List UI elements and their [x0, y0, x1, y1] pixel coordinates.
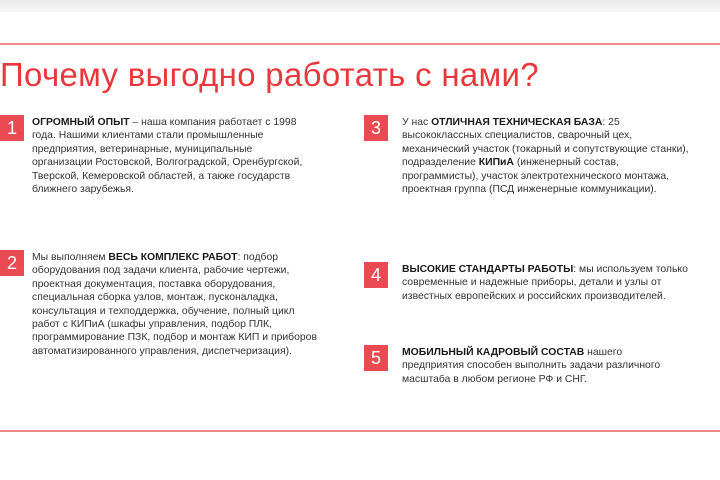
advantage-heading: ВЫСОКИЕ СТАНДАРТЫ РАБОТЫ: [402, 264, 574, 275]
advantage-description: – наша компания работает с 1998 года. Нашими клиентами стали промышленные предприятия, ветеринарные, муниципальные организации Ростовской, Волгоградской, Оренбургской, Тверской, Кемеровской областей, а также государств ближнего зарубежья.: [32, 117, 303, 196]
advantage-intro: Мы выполняем: [32, 252, 109, 263]
bottom-band: [0, 432, 720, 480]
top-band: [0, 0, 720, 12]
number-badge: 2: [0, 250, 24, 276]
advantage-description: : 25 высококлассных специалистов, сварочный цех, механический участок (токарный и сопутствующие станки), подразделение: [402, 117, 689, 169]
advantage-heading: ОГРОМНЫЙ ОПЫТ: [32, 117, 130, 128]
top-divider: [0, 43, 720, 45]
number-badge: 3: [364, 115, 388, 141]
page-title: Почему выгодно работать с нами?: [0, 56, 539, 93]
number-badge: 4: [364, 262, 388, 288]
advantage-text: [32, 251, 318, 358]
number-badge: 5: [364, 345, 388, 371]
advantage-description: нашего предприятия способен выполнить задачи различного масштаба в любом регионе РФ и СНГ.: [402, 347, 661, 385]
advantage-description: : мы используем только современные и надежные приборы, детали и узлы от известных европейских и российских производителей.: [402, 264, 688, 302]
number-badge: 1: [0, 115, 24, 141]
advantage-intro: У нас: [402, 117, 432, 128]
advantage-text: [402, 346, 662, 386]
advantage-text: [402, 263, 692, 303]
advantage-heading: МОБИЛЬНЫЙ КАДРОВЫЙ СОСТАВ: [402, 347, 585, 358]
advantage-text: [32, 116, 310, 196]
advantage-text: [402, 116, 692, 196]
advantage-description: : подбор оборудования под задачи клиента, рабочие чертежи, проектная документация, поставка оборудования, специальная сборка узлов, монтаж, пусконаладка, консультация и техподдержка, обучение, полный цикл работ с КИПиА (шкафы управления, подбор ПЛК, программирование ПЗК, подбор и монтаж КИП и приборов автоматизированного управления, диспетчеризация).: [32, 252, 317, 357]
advantage-heading: ОТЛИЧНАЯ ТЕХНИЧЕСКАЯ БАЗА: [431, 117, 603, 128]
advantage-description-cont: (инженерный состав, программисты), участок электротехнического монтажа, проектная группа (ПСД инженерные коммуникации).: [402, 157, 670, 196]
advantage-subheading: КИПиА: [478, 157, 514, 169]
advantage-heading: ВЕСЬ КОМПЛЕКС РАБОТ: [108, 252, 238, 263]
